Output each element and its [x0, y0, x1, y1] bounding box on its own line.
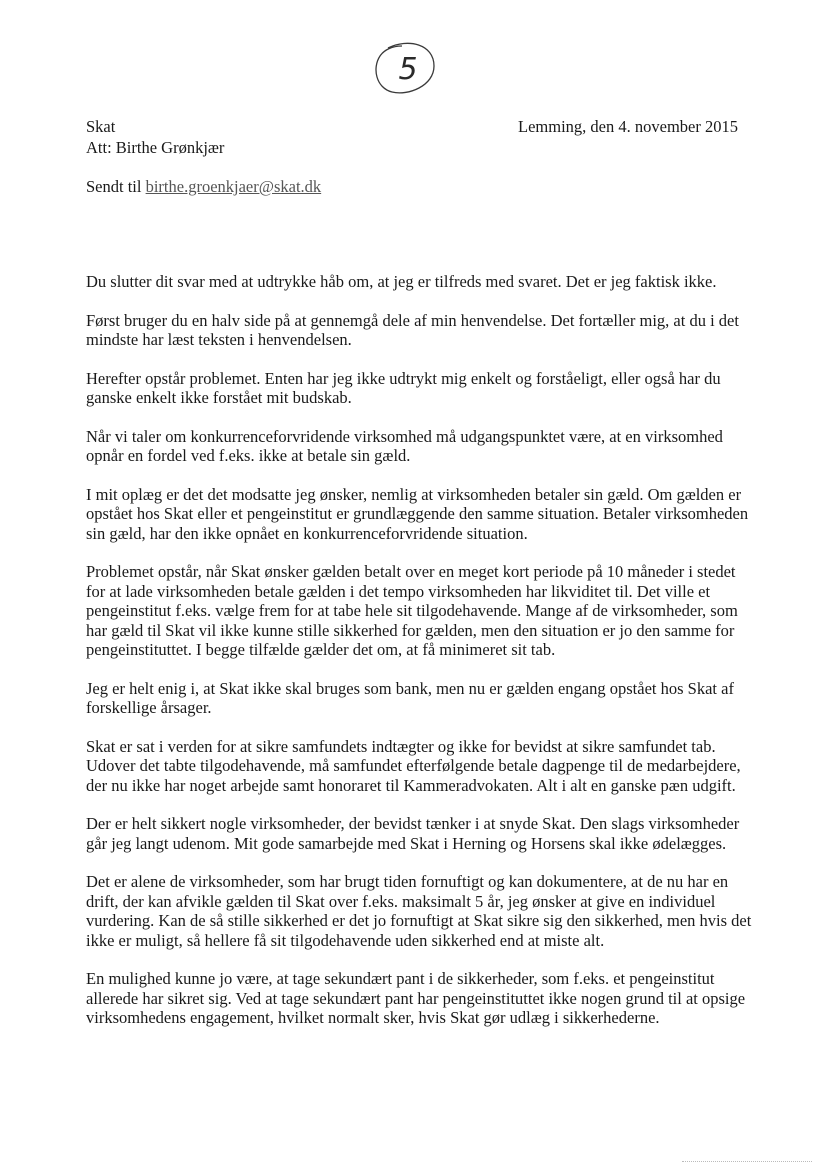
recipient-name: Skat [86, 117, 116, 136]
scan-edge-divider [682, 1161, 812, 1162]
paragraph: Det er alene de virksomheder, som har brugt tiden fornuftigt og kan dokumentere, at de nu har en drift, der kan afvikle gælden til Skat over f.eks. maksimalt 5 år, jeg ønsker at give en individuel vurdering. Kan de så stille sikkerhed er det jo fornuftigt at Skat sikre sig den sikkerhed, men hvis det ikke er muligt, så hellere få sit tilgodehavende uden sikkerhed end at miste alt. [86, 872, 752, 950]
paragraph: Jeg er helt enig i, at Skat ikke skal bruges som bank, men nu er gælden engang opstået hos Skat af forskellige årsager. [86, 678, 734, 717]
paragraph: Herefter opstår problemet. Enten har jeg ikke udtrykt mig enkelt og forståeligt, eller også har du ganske enkelt ikke forstået mit budskab. [86, 368, 721, 407]
sent-prefix: Sendt til [86, 177, 142, 196]
paragraph: Der er helt sikkert nogle virksomheder, der bevidst tænker i at snyde Skat. Den slags virksomheder går jeg langt udenom. Mit gode samarbejde med Skat i Herning og Horsens skal ikke ødelægges. [86, 814, 740, 853]
paragraph: I mit oplæg er det det modsatte jeg ønsker, nemlig at virksomheden betaler sin gæld. Om gælden er opstået hos Skat eller et pengeinstitut er grundlæggende den samme situation. Betaler virksomheden sin gæld, har den ikke opnået en konkurrenceforvridende situation. [86, 484, 749, 543]
letter-body [86, 272, 756, 1047]
paragraph: Skat er sat i verden for at sikre samfundets indtægter og ikke for bevidst at sikre samfundet tab. Udover det tabte tilgodehavende, må samfundet efterfølgende betale dagpenge til de medarbejdere, der nu ikke har noget arbejde samt honoraret til Kammeradvokaten. Alt i alt en ganske pæn udgift. [86, 736, 741, 795]
date-line: Lemming, den 4. november 2015 [518, 117, 738, 136]
paragraph: Først bruger du en halv side på at gennemgå dele af min henvendelse. Det fortæller mig, at du i det mindste har læst teksten i henvendelsen. [86, 310, 739, 349]
paragraph: En mulighed kunne jo være, at tage sekundært pant i de sikkerheder, som f.eks. et pengeinstitut allerede har sikret sig. Ved at tage sekundært pant har pengeinstituttet ikke nogen grund til at opsige virksomhedens engagement, hvilket normalt sker, hvis Skat gør udlæg i sikkerhederne. [86, 969, 746, 1027]
handwritten-page-number [368, 38, 440, 100]
sent-to-line [86, 176, 321, 197]
paragraph: Du slutter dit svar med at udtrykke håb om, at jeg er tilfreds med svaret. Det er jeg faktisk ikke. [86, 272, 717, 291]
email-link[interactable]: birthe.groenkjaer@skat.dk [145, 177, 322, 196]
recipient-block [86, 116, 224, 158]
paragraph: Problemet opstår, når Skat ønsker gælden betalt over en meget kort periode på 10 måneder i stedet for at lade virksomheden betale gælden i det tempo virksomheden har likviditet til. Det ville et pengeinstitut f.eks. vælge frem for at tabe hele sit tilgodehavende. Mange af de virksomheder, som har gæld til Skat vil ikke kunne stille sikkerhed for gælden, men den situation er jo den samme for pengeinstituttet. I begge tilfælde gælder det om, at få minimeret sit tab. [86, 562, 738, 659]
recipient-att: Att: Birthe Grønkjær [86, 138, 225, 157]
page-number-text: 5 [398, 51, 418, 87]
paragraph: Når vi taler om konkurrenceforvridende virksomhed må udgangspunktet være, at en virksomhed opnår en fordel ved f.eks. ikke at betale sin gæld. [86, 426, 723, 465]
